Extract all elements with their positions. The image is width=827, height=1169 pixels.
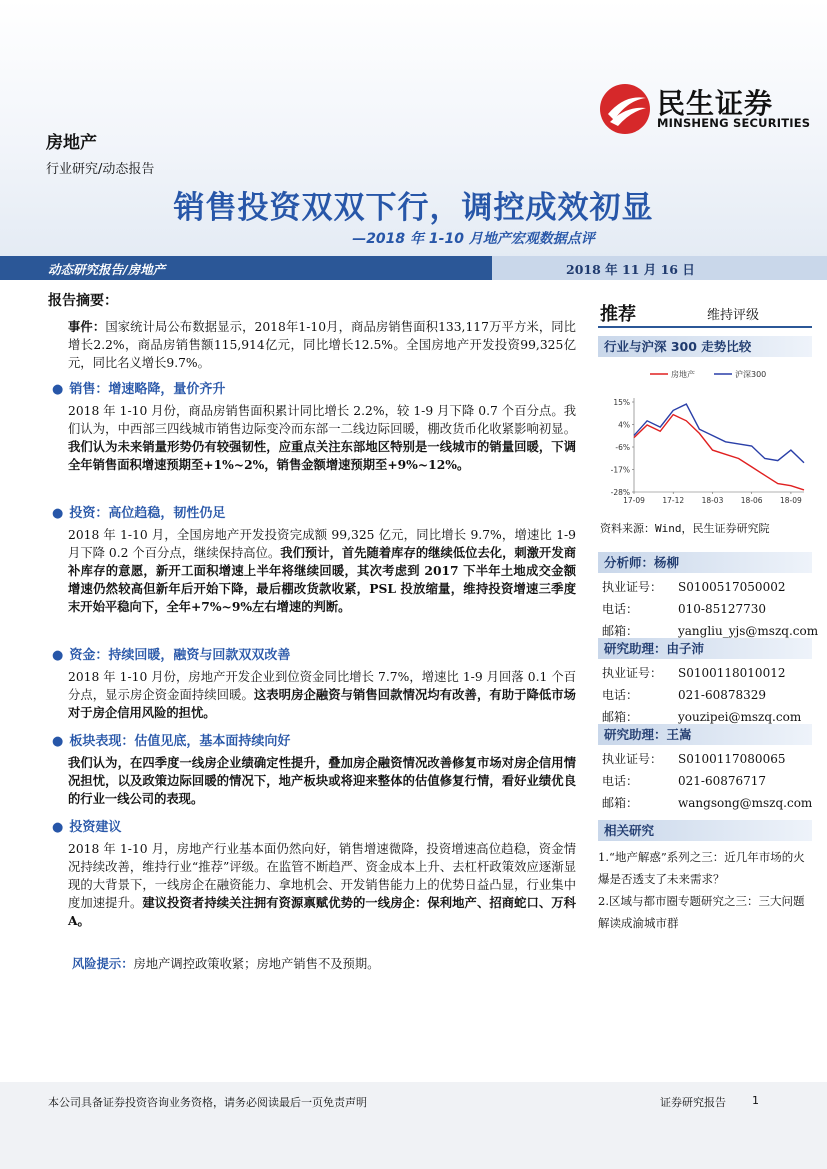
bullet-icon: ●: [52, 648, 64, 663]
section-sector-text: 我们认为，在四季度一线房企业绩确定性提升，叠加房企融资情况改善修复市场对房企信用情况担忧，以及政策边际回暖的情况下，地产板块或将迎来整体的估值修复行情，看好业绩优良的行业一线公司的表现。: [68, 755, 576, 806]
logo-text-cn: 民生证券: [657, 87, 774, 120]
series-line: [634, 415, 804, 490]
related-item[interactable]: 1.“地产解惑”系列之三：近几年市场的火爆是否透支了未来需求？: [598, 850, 805, 886]
bullet-icon: ●: [52, 506, 64, 521]
section-heading-investment: ● 投资：高位趋稳，韧性仍足: [52, 506, 226, 521]
risk-text: 房地产调控政策收紧；房地产销售不及预期。: [133, 957, 380, 971]
x-tick-label: 17-09: [623, 496, 645, 505]
y-tick-label: -6%: [615, 443, 630, 452]
assistant2-phone: 电话： 021-60876717: [602, 774, 767, 788]
section-advice-text: 2018 年 1-10 月，房地产行业基本面仍然向好，销售增速微降，投资增速高位趋稳，资金情况持续改善，维持行业“推荐”评级。在监管不断趋严、资金成本上升、去杠杆政策效应逐渐显现的大背景下，一线房企在融资能力、拿地机会、开发销售能力上的优势日益凸显，行业集中度加速提升。建议投资者持续关注拥有资源禀赋优势的一线房企：保利地产、招商蛇口、万科 A。: [68, 842, 576, 928]
risk-label: 风险提示：: [72, 956, 134, 971]
trend-chart: [598, 362, 812, 512]
section-heading-sector: ● 板块表现：估值见底，基本面持续向好: [52, 734, 291, 749]
event-text: 国家统计局公布数据显示，2018年1-10月，商品房销售面积133,117万平方米，同比增长2.2%，商品房销售额115,914亿元，同比增长12.5%。全国房地产开发投资99,325亿元，同比名义增长9.7%。: [68, 320, 576, 370]
assistant1-email[interactable]: 邮箱： youzipei@mszq.com: [602, 710, 802, 724]
page-number: 1: [752, 1094, 759, 1107]
band-date: 2018 年 11 月 16 日: [566, 262, 695, 277]
industry-label: 房地产: [46, 133, 97, 153]
analyst-phone: 电话： 010-85127730: [602, 602, 767, 616]
chart-title: 行业与沪深 300 走势比较: [598, 336, 812, 357]
bullet-icon: ●: [52, 734, 64, 749]
report-type: 行业研究/动态报告: [46, 162, 155, 177]
y-tick-label: -17%: [610, 465, 630, 475]
footer-disclaimer: 本公司具备证券投资咨询业务资格，请务必阅读最后一页免责声明: [48, 1096, 367, 1109]
event-label: 事件：: [68, 319, 106, 334]
legend-label: 房地产: [671, 370, 695, 379]
report-title: 销售投资双双下行，调控成效初显: [173, 190, 654, 226]
band-report-category: 动态研究报告/房地产: [48, 262, 166, 277]
report-subtitle: —2018 年 1-10 月地产宏观数据点评: [352, 231, 595, 247]
x-tick-label: 18-09: [780, 496, 802, 505]
minsheng-logo-icon: [600, 84, 650, 134]
analyst-license: 执业证号： S0100517050002: [602, 580, 786, 594]
bullet-icon: ●: [52, 382, 64, 397]
event-paragraph: [68, 318, 576, 372]
section-heading-funds: ● 资金：持续回暖，融资与回款双双改善: [52, 648, 291, 663]
assistant1-license: 执业证号： S0100118010012: [602, 666, 786, 680]
rating-note: 维持评级: [707, 308, 760, 323]
footer-report-label: 证券研究报告: [660, 1096, 726, 1109]
legend-label: 沪深300: [735, 370, 767, 379]
section-heading-sales: ● 销售：增速略降，量价齐升: [52, 382, 226, 397]
logo-text-en: MINSHENG SECURITIES: [657, 116, 811, 130]
section-sales-text: 2018 年 1-10 月份，商品房销售面积累计同比增长 2.2%，较 1-9 月下降 0.7 个百分点。我们认为，中西部三四线城市销售边际变冷而东部一二线边际回暖，棚改货币化收紧影响初显。我们认为未来销量形势仍有较强韧性，应重点关注东部地区特别是一线城市的销量回暖，下调全年销售面积增速预期至+1%~2%，销售金额增速预期至+9%~12%。: [68, 404, 576, 472]
assistant2-license: 执业证号： S0100117080065: [602, 752, 786, 766]
x-tick-label: 18-03: [701, 496, 724, 505]
assistant1-phone: 电话： 021-60878329: [602, 688, 767, 702]
x-tick-label: 17-12: [662, 496, 685, 505]
analyst-email[interactable]: 邮箱： yangliu_yjs@mszq.com: [602, 624, 819, 638]
bullet-icon: ●: [52, 820, 64, 835]
related-item[interactable]: 2.区域与都市圈专题研究之三：三大问题解读成渝城市群: [598, 894, 805, 930]
y-tick-label: -28%: [610, 488, 630, 497]
related-heading: 相关研究: [598, 820, 812, 841]
assistant1-heading: 研究助理：由子沛: [598, 638, 812, 659]
section-funds-text: 2018 年 1-10 月份，房地产开发企业到位资金同比增长 7.7%，增速比 1-9 月回落 0.1 个百分点，显示房企资金面持续回暖。这表明房企融资与销售回款情况均有改善，有助于降低市场对于房企信用风险的担忧。: [68, 670, 576, 720]
x-tick-label: 18-06: [740, 496, 763, 505]
assistant2-email[interactable]: 邮箱： wangsong@mszq.com: [602, 796, 813, 810]
section-investment-text: 2018 年 1-10 月，全国房地产开发投资完成额 99,325 亿元，同比增长 9.7%，增速比 1-9 月下降 0.2 个百分点，继续保持高位。我们预计，首先随着库存的继续低位去化，刺激开发商补库存的意愿，新开工面积增速上半年将继续回暖，其次考虑到 2017 下半年土地成交金额增速仍然较高但新年后开始下降，最后棚改货款收紧，PSL 投放缩量，维持投资增速三季度末开始平稳向下，全年+7%~9%左右增速的判断。: [68, 528, 577, 614]
analyst-heading: 分析师：杨柳: [598, 552, 812, 573]
rating-label: 推荐: [600, 304, 636, 325]
assistant2-heading: 研究助理：王嵩: [598, 724, 812, 745]
y-tick-label: 15%: [613, 398, 630, 407]
rating-divider: [598, 326, 812, 328]
y-tick-label: 4%: [618, 420, 630, 430]
chart-source: 资料来源：Wind，民生证券研究院: [600, 522, 770, 535]
abstract-label: 报告摘要：: [48, 293, 118, 309]
section-heading-advice: ● 投资建议: [52, 820, 122, 835]
risk-paragraph: [72, 955, 580, 973]
series-line: [634, 404, 804, 463]
